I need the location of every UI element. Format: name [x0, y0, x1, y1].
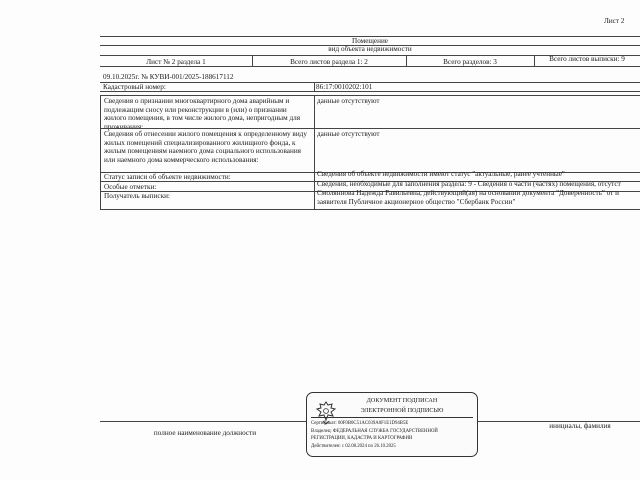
- header-div-1: [252, 55, 253, 66]
- table-border-bottom: [100, 209, 640, 210]
- cadastral-divider: [314, 82, 315, 91]
- signature-stamp: [306, 392, 478, 457]
- row-specialized-label: Сведения об отнесении жилого помещения к определенному виду жилых помещений специализированного жилищного фонда, к жилым помещениям наемного дома социального использования или наемного дома коммерческого использования:: [104, 130, 307, 164]
- row-status-value: Сведения об объекте недвижимости имеют статус "актуальные, ранее учтенные": [317, 170, 565, 178]
- sheet-section: Лист № 2 раздела 1: [146, 58, 206, 66]
- row-recipient-value-2: заявителя Публичное акционерное общество "Сбербанк России": [317, 198, 516, 206]
- stamp-title-1: ДОКУМЕНТ ПОДПИСАН: [366, 397, 438, 404]
- stamp-validity: Действителен: с 02.08.2024 по 26.10.2025: [311, 444, 396, 449]
- cadastral-line: [100, 91, 640, 92]
- object-kind: вид объекта недвижимости: [328, 45, 412, 53]
- doc-reference: 09.10.2025г. № КУВИ-001/2025-188617112: [103, 73, 234, 81]
- total-sheets-section: Всего листов раздела 1: 2: [290, 58, 368, 66]
- stamp-owner-1: Владелец: ФЕДЕРАЛЬНАЯ СЛУЖБА ГОСУДАРСТВЕННОЙ: [311, 429, 438, 434]
- table-border-top: [100, 95, 640, 96]
- header-div-3: [534, 55, 535, 66]
- total-sheets-extract: Всего листов выписки: 9: [549, 55, 625, 63]
- object-title: Помещение: [352, 37, 388, 45]
- row-status-label: Статус записи об объекте недвижимости:: [104, 173, 231, 181]
- position-caption: полное наименование должности: [153, 429, 257, 437]
- initials-caption: инициалы, фамилия: [549, 422, 611, 430]
- row-notes-label: Особые отметки:: [104, 183, 157, 191]
- stamp-owner-2: РЕГИСТРАЦИИ, КАДАСТРА И КАРТОГРАФИИ: [311, 436, 413, 441]
- header-line-bottom: [100, 66, 640, 67]
- row-line-1: [100, 128, 640, 129]
- row-recipient-label: Получатель выписки:: [104, 192, 170, 200]
- row-recipient-value-1: Смоляннова Надежда Равильевна, действующий(ая) на основании документа "Доверенность" от и: [317, 189, 619, 197]
- stamp-certificate: Сертификат: 00F0B0C51AC039A0F1E1D94B5E: [311, 421, 409, 426]
- row-emergency-value: данные отсутствуют: [317, 97, 380, 105]
- cadastral-number: 86:17:0010202:101: [316, 83, 373, 91]
- sheet-label: Лист 2: [604, 17, 625, 25]
- stamp-title-2: ЭЛЕКТРОННОЙ ПОДПИСЬЮ: [360, 407, 444, 414]
- total-sections: Всего разделов: 3: [443, 58, 497, 66]
- position-line: [100, 421, 306, 422]
- row-specialized-value: данные отсутствуют: [317, 130, 380, 138]
- stamp-divider: [311, 417, 473, 418]
- row-emergency-label: Сведения о признании многоквартирного дома аварийным и подлежащим сносу или реконструкции в (или) о признании жилого помещения, в том числе жилого дома, непригодным для проживания:: [104, 97, 301, 131]
- header-div-2: [406, 55, 407, 66]
- cadastral-label: Кадастровый номер:: [103, 83, 166, 91]
- row-notes-value: Сведения, необходимые для заполнения раздела: 9 - Сведения о части (частях) помещения, отсутст: [317, 180, 621, 188]
